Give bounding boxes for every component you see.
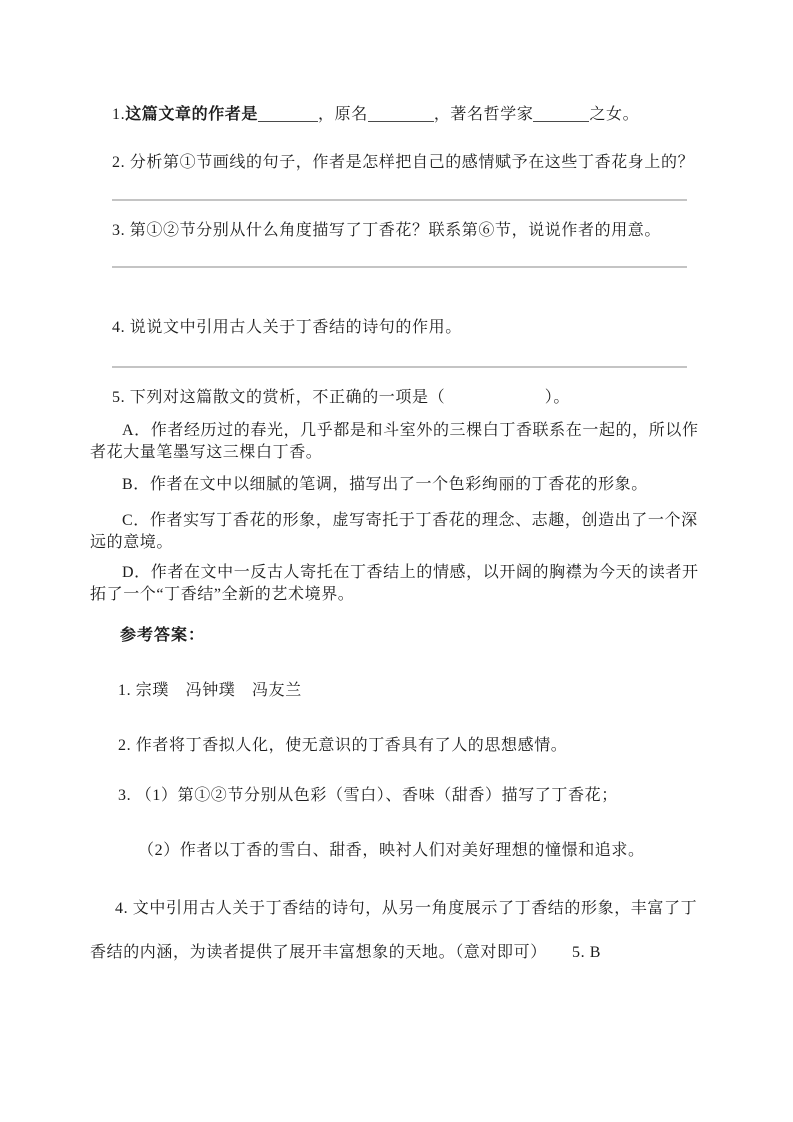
question-3: 3. 第①②节分别从什么角度描写了丁香花？联系第⑥节，说说作者的用意。 [112, 222, 662, 239]
question-1-lead-bold: 这篇文章的作者是 [125, 106, 259, 123]
question-1 [90, 104, 703, 126]
question-5-option-d: D．作者在文中一反古人寄托在丁香结上的情感，以开阔的胸襟为今天的读者开拓了一个“丁香结”全新的艺术境界。 [90, 564, 699, 603]
answer-item-1: 1. 宗璞 冯钟璞 冯友兰 [118, 682, 302, 699]
answer-item-2: 2. 作者将丁香拟人化，使无意识的丁香具有了人的思想感情。 [118, 737, 568, 754]
question-1-number: 1. [112, 106, 126, 123]
question-5: 5. 下列对这篇散文的赏析，不正确的一项是（ ）。 [112, 389, 571, 406]
reference-answers-heading: 参考答案： [120, 627, 206, 644]
question-1-segment-2: ，原名 [318, 106, 368, 123]
fill-in-blank-3 [533, 105, 589, 122]
question-4: 4. 说说文中引用古人关于丁香结的诗句的作用。 [112, 319, 462, 336]
question-2: 2. 分析第①节画线的句子，作者是怎样把自己的感情赋予在这些丁香花身上的？ [112, 154, 695, 171]
question-5-option-c: C．作者实写丁香花的形象，虚写寄托于丁香花的理念、志趣，创造出了一个深远的意境。 [90, 512, 698, 551]
answer-line-1 [112, 199, 687, 201]
fill-in-blank-2 [368, 105, 434, 122]
question-1-segment-3: ，著名哲学家 [433, 106, 534, 123]
answer-item-3-part-2: （2）作者以丁香的雪白、甜香，映衬人们对美好理想的憧憬和追求。 [138, 842, 645, 859]
answer-line-3 [112, 366, 687, 368]
answer-item-4-and-5: 4. 文中引用古人关于丁香结的诗句，从另一角度展示了丁香结的形象，丰富了丁香结的内涵，为读者提供了展开丰富想象的天地。（意对即可） 5. B [90, 900, 698, 961]
answer-line-2 [112, 266, 687, 268]
document-content [90, 0, 703, 975]
fill-in-blank-1 [258, 105, 318, 122]
question-5-option-a: A．作者经历过的春光，几乎都是和斗室外的三棵白丁香联系在一起的，所以作者花大量笔墨写这三棵白丁香。 [90, 422, 699, 461]
question-1-segment-4: 之女。 [589, 106, 640, 123]
answer-item-3-part-1: 3. （1）第①②节分别从色彩（雪白）、香味（甜香）描写了丁香花； [118, 787, 618, 804]
question-5-option-b: B．作者在文中以细腻的笔调，描写出了一个色彩绚丽的丁香花的形象。 [122, 476, 648, 493]
